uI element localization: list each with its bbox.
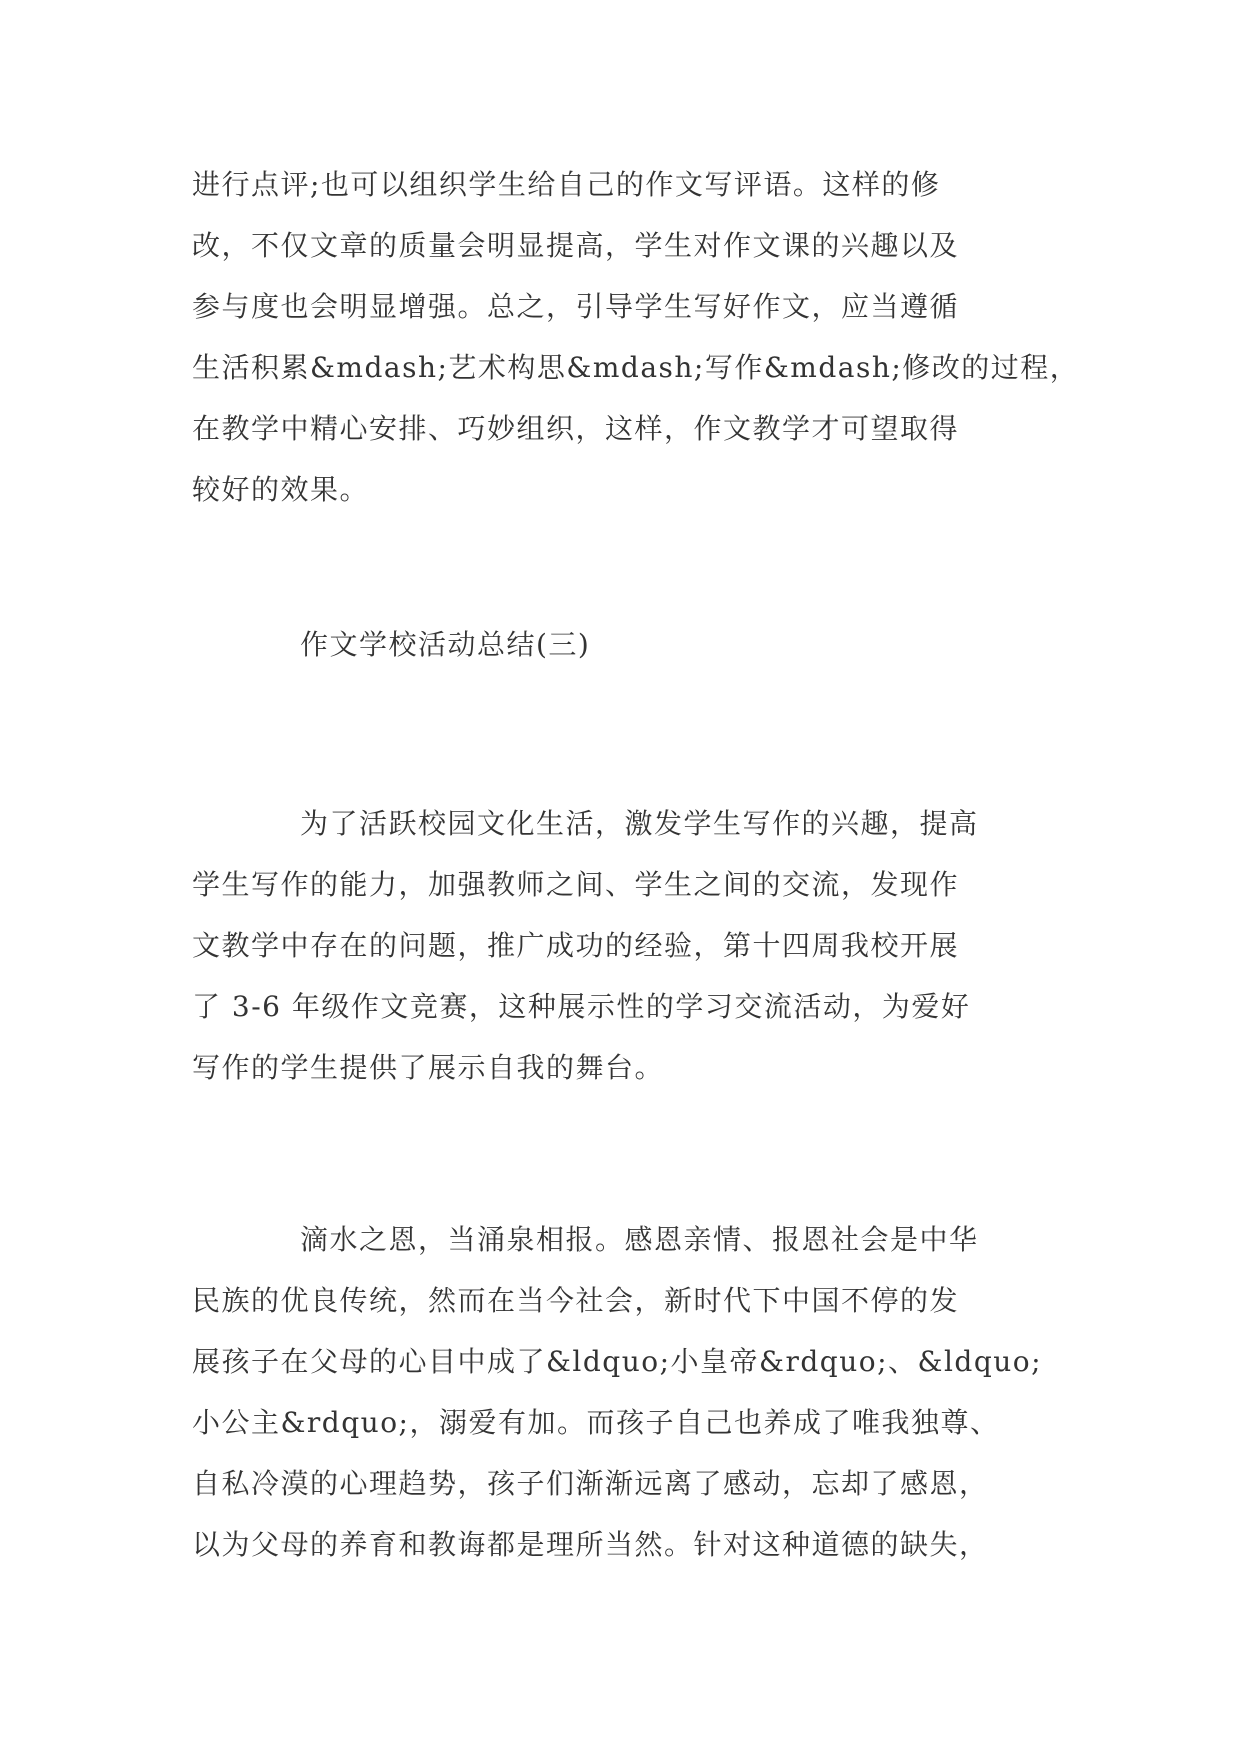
paragraph-line: 进行点评;也可以组织学生给自己的作文写评语。这样的修 bbox=[192, 168, 941, 201]
paragraph-line: 以为父母的养育和教诲都是理所当然。针对这种道德的缺失， bbox=[192, 1528, 989, 1561]
paragraph-line: 小公主&rdquo;，溺爱有加。而孩子自己也养成了唯我独尊、 bbox=[192, 1406, 1000, 1439]
paragraph-line: 民族的优良传统，然而在当今社会，新时代下中国不停的发 bbox=[192, 1284, 960, 1317]
section-heading: 作文学校活动总结(三) bbox=[300, 628, 591, 661]
paragraph-line: 在教学中精心安排、巧妙组织，这样，作文教学才可望取得 bbox=[192, 412, 960, 445]
paragraph-gratitude bbox=[192, 1209, 1072, 1575]
paragraph-line: 自私冷漠的心理趋势，孩子们渐渐远离了感动，忘却了感恩， bbox=[192, 1467, 989, 1500]
paragraph-line: 了 3-6 年级作文竞赛，这种展示性的学习交流活动，为爱好 bbox=[192, 990, 971, 1023]
paragraph-line: 文教学中存在的问题，推广成功的经验，第十四周我校开展 bbox=[192, 929, 960, 962]
paragraph-continued bbox=[192, 154, 1080, 520]
paragraph-line: 为了活跃校园文化生活，激发学生写作的兴趣，提高 bbox=[300, 807, 979, 840]
paragraph-line: 展孩子在父母的心目中成了&ldquo;小皇帝&rdquo;、&ldquo; bbox=[192, 1345, 1043, 1378]
paragraph-line: 写作的学生提供了展示自我的舞台。 bbox=[192, 1051, 665, 1084]
paragraph-line: 生活积累&mdash;艺术构思&mdash;写作&mdash;修改的过程， bbox=[192, 351, 1080, 384]
paragraph-intro bbox=[192, 793, 1072, 1098]
paragraph-line: 学生写作的能力，加强教师之间、学生之间的交流，发现作 bbox=[192, 868, 960, 901]
paragraph-line: 改，不仅文章的质量会明显提高，学生对作文课的兴趣以及 bbox=[192, 229, 960, 262]
section-heading-block bbox=[192, 614, 1072, 675]
paragraph-line: 参与度也会明显增强。总之，引导学生写好作文，应当遵循 bbox=[192, 290, 960, 323]
paragraph-line: 滴水之恩，当涌泉相报。感恩亲情、报恩社会是中华 bbox=[300, 1223, 979, 1256]
paragraph-line: 较好的效果。 bbox=[192, 473, 370, 506]
